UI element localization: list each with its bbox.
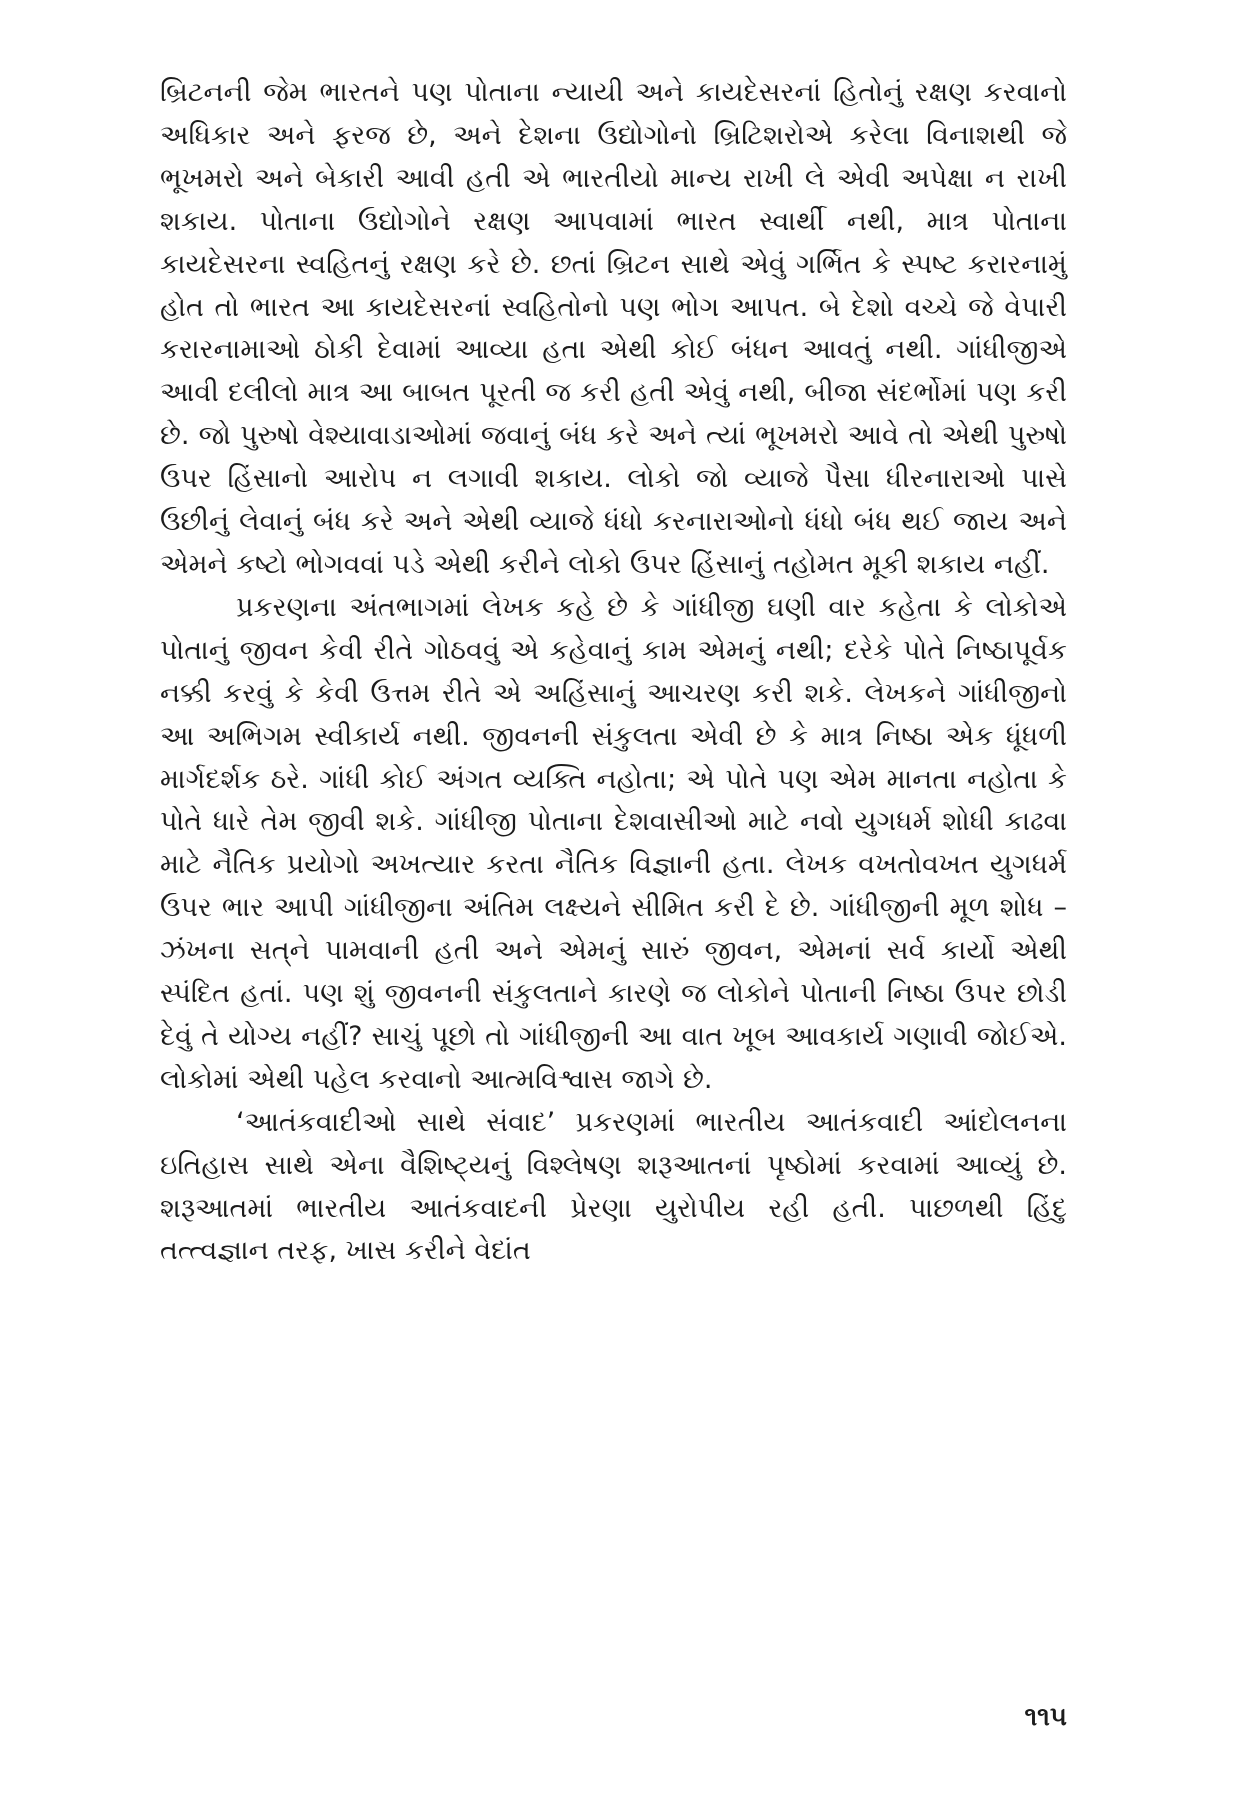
- paragraph-2: પ્રકરણના અંતભાગમાં લેખક કહે છે કે ગાંધીજી ઘણી વાર કહેતા કે લોકોએ પોતાનું જીવન કેવી રીતે ગોઠવવું એ કહેવાનું કામ એમનું નથી; દરેકે પોતે નિષ્ઠાપૂર્વક નક્કી કરવું કે કેવી ઉત્તમ રીતે એ અહિંસાનું આચરણ કરી શકે. લેખકને ગાંધીજીનો આ અભિગમ સ્વીકાર્ય નથી. જીવનની સંકુલતા એવી છે કે માત્ર નિષ્ઠા એક ધૂંધળી માર્ગદર્શક ઠરે. ગાંધી કોઈ અંગત વ્યક્તિ નહોતા; એ પોતે પણ એમ માનતા નહોતા કે પોતે ધારે તેમ જીવી શકે. ગાંધીજી પોતાના દેશવાસીઓ માટે નવો યુગધર્મ શોધી કાઢવા માટે નૈતિક પ્રયોગો અખત્યાર કરતા નૈતિક વિજ્ઞાની હતા. લેખક વખતોવખત યુગધર્મ ઉપર ભાર આપી ગાંધીજીના અંતિમ લક્ષ્યને સીમિત કરી દે છે. ગાંધીજીની મૂળ શોધ – ઝંખના સત્‌ને પામવાની હતી અને એમનું સારું જીવન, એમનાં સર્વ કાર્યો એથી સ્પંદિત હતાં. પણ શું જીવનની સંકુલતાને કારણે જ લોકોને પોતાની નિષ્ઠા ઉપર છોડી દેવું તે યોગ્ય નહીં? સાચું પૂછો તો ગાંધીજીની આ વાત ખૂબ આવકાર્ય ગણાવી જોઈએ. લોકોમાં એથી પહેલ કરવાનો આત્મવિશ્વાસ જાગે છે.: [160, 591, 1067, 1095]
- page-number: ૧૧૫: [1024, 1702, 1067, 1732]
- paragraph-1: બ્રિટનની જેમ ભારતને પણ પોતાના ન્યાયી અને કાયદેસરનાં હિતોનું રક્ષણ કરવાનો અધિકાર અને ફરજ છે, અને દેશના ઉદ્યોગોનો બ્રિટિશરોએ કરેલા વિનાશથી જે ભૂખમરો અને બેકારી આવી હતી એ ભારતીયો માન્ય રાખી લે એવી અપેક્ષા ન રાખી શકાય. પોતાના ઉદ્યોગોને રક્ષણ આપવામાં ભારત સ્વાર્થી નથી, માત્ર પોતાના કાયદેસરના સ્વહિતનું રક્ષણ કરે છે. છતાં બ્રિટન સાથે એવું ગર્ભિત કે સ્પષ્ટ કરારનામું હોત તો ભારત આ કાયદેસરનાં સ્વહિતોનો પણ ભોગ આપત. બે દેશો વચ્ચે જે વેપારી કરારનામાઓ ઠોકી દેવામાં આવ્યા હતા એથી કોઈ બંધન આવતું નથી. ગાંધીજીએ આવી દલીલો માત્ર આ બાબત પૂરતી જ કરી હતી એવું નથી, બીજા સંદર્ભોમાં પણ કરી છે. જો પુરુષો વેશ્યાવાડાઓમાં જવાનું બંધ કરે અને ત્યાં ભૂખમરો આવે તો એથી પુરુષો ઉપર હિંસાનો આરોપ ન લગાવી શકાય. લોકો જો વ્યાજે પૈસા ધીરનારાઓ પાસે ઉછીનું લેવાનું બંધ કરે અને એથી વ્યાજે ધંધો કરનારાઓનો ધંધો બંધ થઈ જાય અને એમને કષ્ટો ભોગવવાં પડે એથી કરીને લોકો ઉપર હિંસાનું તહોમત મૂકી શકાય નહીં.: [160, 77, 1067, 580]
- paragraph-3: ‘આતંકવાદીઓ સાથે સંવાદ’ પ્રકરણમાં ભારતીય આતંકવાદી આંદોલનના ઇતિહાસ સાથે એના વૈશિષ્ટ્યનું વિશ્લેષણ શરૂઆતનાં પૃષ્ઠોમાં કરવામાં આવ્યું છે. શરૂઆતમાં ભારતીય આતંકવાદની પ્રેરણા યુરોપીય રહી હતી. પાછળથી હિંદુ તત્ત્વજ્ઞાન તરફ, ખાસ કરીને વેદાંત: [160, 1106, 1067, 1267]
- page-body: [160, 72, 1067, 1273]
